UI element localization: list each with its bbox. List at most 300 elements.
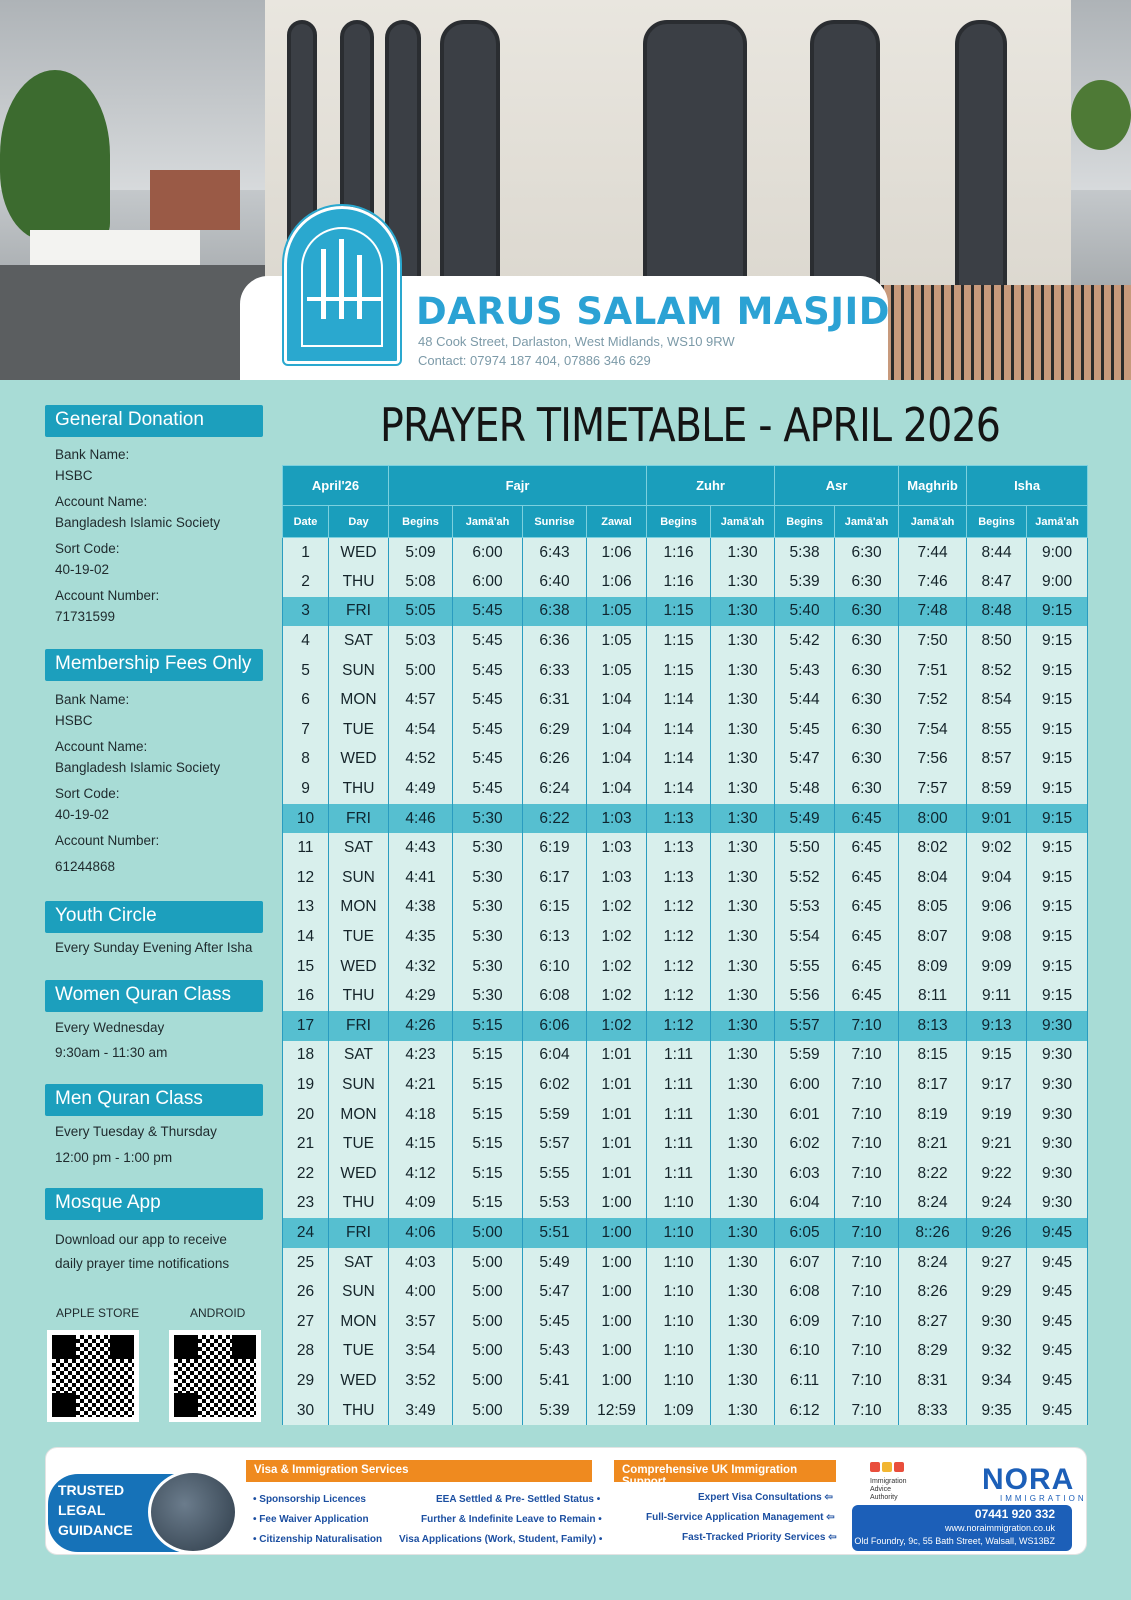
column-header: Begins bbox=[389, 506, 453, 538]
table-cell: 9:15 bbox=[1027, 685, 1088, 715]
table-cell: 1:30 bbox=[711, 745, 775, 775]
table-cell: 6 bbox=[283, 685, 329, 715]
table-cell: 6:30 bbox=[835, 685, 899, 715]
table-cell: 6:11 bbox=[775, 1366, 835, 1396]
table-cell: 5:00 bbox=[453, 1218, 523, 1248]
table-cell: 9:27 bbox=[967, 1248, 1027, 1278]
table-cell: 9:08 bbox=[967, 922, 1027, 952]
table-cell: 9:45 bbox=[1027, 1248, 1088, 1278]
table-row bbox=[283, 715, 1088, 745]
nora-web[interactable]: www.noraimmigration.co.uk bbox=[944, 1523, 1055, 1533]
table-cell: 5:47 bbox=[523, 1277, 587, 1307]
table-cell: 9:00 bbox=[1027, 567, 1088, 597]
table-cell: 9:35 bbox=[967, 1396, 1027, 1426]
table-cell: 9:24 bbox=[967, 1189, 1027, 1219]
table-cell: 5:15 bbox=[453, 1159, 523, 1189]
table-cell: THU bbox=[329, 981, 389, 1011]
table-cell: 1:30 bbox=[711, 1100, 775, 1130]
table-cell: 1:30 bbox=[711, 1189, 775, 1219]
column-header: Jamā'ah bbox=[453, 506, 523, 538]
table-cell: 5:15 bbox=[453, 1011, 523, 1041]
table-cell: 1:10 bbox=[647, 1307, 711, 1337]
donation-acc-label: Account Number: bbox=[55, 588, 160, 603]
table-cell: 4:15 bbox=[389, 1129, 453, 1159]
arch-window bbox=[440, 20, 500, 320]
table-cell: 9:15 bbox=[1027, 952, 1088, 982]
table-cell: 6:00 bbox=[453, 538, 523, 568]
column-header: Day bbox=[329, 506, 389, 538]
table-cell: 1:30 bbox=[711, 626, 775, 656]
table-cell: 4:54 bbox=[389, 715, 453, 745]
table-cell: 1:00 bbox=[587, 1337, 647, 1367]
table-cell: 6:26 bbox=[523, 745, 587, 775]
table-cell: SAT bbox=[329, 833, 389, 863]
table-cell: 1:14 bbox=[647, 715, 711, 745]
table-cell: 5:45 bbox=[523, 1307, 587, 1337]
table-cell: 1:06 bbox=[587, 567, 647, 597]
table-cell: 9:15 bbox=[1027, 893, 1088, 923]
service-item: • Fee Waiver Application bbox=[253, 1514, 369, 1525]
table-cell: 13 bbox=[283, 893, 329, 923]
table-cell: 5:53 bbox=[775, 893, 835, 923]
column-header: Jamā'ah bbox=[711, 506, 775, 538]
table-cell: 6:30 bbox=[835, 745, 899, 775]
table-cell: 1:30 bbox=[711, 1307, 775, 1337]
table-cell: 9:19 bbox=[967, 1100, 1027, 1130]
table-cell: 9:15 bbox=[1027, 715, 1088, 745]
table-cell: 6:15 bbox=[523, 893, 587, 923]
table-cell: 6:36 bbox=[523, 626, 587, 656]
table-cell: 5:30 bbox=[453, 922, 523, 952]
table-row bbox=[283, 1041, 1088, 1071]
table-cell: 5:38 bbox=[775, 538, 835, 568]
column-header: Begins bbox=[775, 506, 835, 538]
table-cell: 1:30 bbox=[711, 1277, 775, 1307]
column-header: Jamā'ah bbox=[899, 506, 967, 538]
women-quran-day: Every Wednesday bbox=[55, 1020, 165, 1035]
table-cell: 5:03 bbox=[389, 626, 453, 656]
membership-bank: HSBC bbox=[55, 713, 93, 728]
table-cell: 11 bbox=[283, 833, 329, 863]
table-cell: 7:10 bbox=[835, 1100, 899, 1130]
table-cell: TUE bbox=[329, 1129, 389, 1159]
table-cell: 1:30 bbox=[711, 1218, 775, 1248]
table-cell: 8:22 bbox=[899, 1159, 967, 1189]
table-cell: 7:51 bbox=[899, 656, 967, 686]
table-cell: 1:13 bbox=[647, 833, 711, 863]
table-cell: 22 bbox=[283, 1159, 329, 1189]
table-cell: 4:21 bbox=[389, 1070, 453, 1100]
table-cell: 6:40 bbox=[523, 567, 587, 597]
table-cell: 5:45 bbox=[453, 685, 523, 715]
table-cell: 1:11 bbox=[647, 1070, 711, 1100]
table-cell: 5:00 bbox=[453, 1366, 523, 1396]
mosque-logo-icon bbox=[284, 206, 400, 364]
apple-store-label: APPLE STORE bbox=[56, 1306, 140, 1320]
table-cell: 6:00 bbox=[453, 567, 523, 597]
table-cell: 8:27 bbox=[899, 1307, 967, 1337]
table-cell: 9:15 bbox=[1027, 863, 1088, 893]
table-row bbox=[283, 1366, 1088, 1396]
table-cell: 6:31 bbox=[523, 685, 587, 715]
table-cell: 6:12 bbox=[775, 1396, 835, 1426]
table-cell: 23 bbox=[283, 1189, 329, 1219]
table-cell: 1:02 bbox=[587, 893, 647, 923]
prayer-timetable bbox=[282, 465, 1088, 1425]
table-cell: 9:22 bbox=[967, 1159, 1027, 1189]
table-cell: 5:51 bbox=[523, 1218, 587, 1248]
table-cell: 9:30 bbox=[967, 1307, 1027, 1337]
table-cell: 6:22 bbox=[523, 804, 587, 834]
service-item: Further & Indefinite Leave to Remain • bbox=[421, 1514, 602, 1525]
table-cell: 9:30 bbox=[1027, 1159, 1088, 1189]
table-cell: TUE bbox=[329, 922, 389, 952]
table-cell: 12 bbox=[283, 863, 329, 893]
table-row bbox=[283, 685, 1088, 715]
white-wall bbox=[30, 230, 200, 270]
service-item: EEA Settled & Pre- Settled Status • bbox=[436, 1494, 601, 1505]
table-cell: 1:10 bbox=[647, 1366, 711, 1396]
fajr-header: Fajr bbox=[389, 466, 647, 506]
table-cell: 4:12 bbox=[389, 1159, 453, 1189]
table-cell: 5:49 bbox=[775, 804, 835, 834]
table-cell: 6:45 bbox=[835, 804, 899, 834]
table-cell: 1:30 bbox=[711, 804, 775, 834]
table-row bbox=[283, 597, 1088, 627]
table-row bbox=[283, 1159, 1088, 1189]
table-cell: 8:55 bbox=[967, 715, 1027, 745]
table-cell: 6:05 bbox=[775, 1218, 835, 1248]
table-cell: 7:50 bbox=[899, 626, 967, 656]
table-cell: 1:16 bbox=[647, 567, 711, 597]
table-cell: 5:53 bbox=[523, 1189, 587, 1219]
table-cell: 6:17 bbox=[523, 863, 587, 893]
table-cell: 1:01 bbox=[587, 1129, 647, 1159]
legal-photo bbox=[148, 1470, 238, 1554]
table-cell: 5:00 bbox=[453, 1277, 523, 1307]
table-cell: 7:10 bbox=[835, 1248, 899, 1278]
table-cell: 7:57 bbox=[899, 774, 967, 804]
table-cell: SUN bbox=[329, 1277, 389, 1307]
donation-account-name-label: Account Name: bbox=[55, 494, 148, 509]
table-cell: 7:48 bbox=[899, 597, 967, 627]
table-cell: 7:46 bbox=[899, 567, 967, 597]
table-cell: 5:30 bbox=[453, 981, 523, 1011]
table-cell: MON bbox=[329, 893, 389, 923]
table-cell: 8:44 bbox=[967, 538, 1027, 568]
table-cell: 6:02 bbox=[775, 1129, 835, 1159]
table-cell: 7:10 bbox=[835, 1159, 899, 1189]
column-header: Begins bbox=[967, 506, 1027, 538]
timetable-title: PRAYER TIMETABLE - APRIL 2026 bbox=[380, 398, 1001, 452]
android-qr-code[interactable] bbox=[169, 1330, 261, 1422]
table-cell: 9:06 bbox=[967, 893, 1027, 923]
table-cell: 5:55 bbox=[523, 1159, 587, 1189]
table-cell: 4:26 bbox=[389, 1011, 453, 1041]
table-cell: 9:45 bbox=[1027, 1337, 1088, 1367]
table-cell: 8:31 bbox=[899, 1366, 967, 1396]
table-row bbox=[283, 626, 1088, 656]
fence bbox=[881, 285, 1131, 380]
table-cell: 1:04 bbox=[587, 774, 647, 804]
mosque-app-heading: Mosque App bbox=[45, 1188, 263, 1220]
table-cell: WED bbox=[329, 1159, 389, 1189]
table-cell: 2 bbox=[283, 567, 329, 597]
table-cell: SUN bbox=[329, 863, 389, 893]
apple-store-qr-code[interactable] bbox=[47, 1330, 139, 1422]
table-cell: 10 bbox=[283, 804, 329, 834]
mosque-address: 48 Cook Street, Darlaston, West Midlands, WS10 9RW bbox=[418, 334, 735, 349]
table-row bbox=[283, 981, 1088, 1011]
table-cell: 8:54 bbox=[967, 685, 1027, 715]
table-cell: 6:30 bbox=[835, 567, 899, 597]
table-cell: 5:59 bbox=[775, 1041, 835, 1071]
service-item: Full-Service Application Management ⇦ bbox=[646, 1512, 835, 1523]
table-cell: 5:48 bbox=[775, 774, 835, 804]
table-cell: 9:01 bbox=[967, 804, 1027, 834]
table-cell: 1:03 bbox=[587, 863, 647, 893]
table-cell: MON bbox=[329, 1100, 389, 1130]
table-cell: 1:00 bbox=[587, 1218, 647, 1248]
table-cell: 5:09 bbox=[389, 538, 453, 568]
table-cell: 6:30 bbox=[835, 656, 899, 686]
column-header: Sunrise bbox=[523, 506, 587, 538]
table-cell: 5:15 bbox=[453, 1129, 523, 1159]
table-row bbox=[283, 952, 1088, 982]
zuhr-header: Zuhr bbox=[647, 466, 775, 506]
table-row bbox=[283, 1129, 1088, 1159]
table-cell: 5:45 bbox=[775, 715, 835, 745]
table-cell: 9:04 bbox=[967, 863, 1027, 893]
column-header: Date bbox=[283, 506, 329, 538]
table-cell: 6:45 bbox=[835, 833, 899, 863]
table-row bbox=[283, 656, 1088, 686]
table-cell: 4:38 bbox=[389, 893, 453, 923]
table-cell: 4:06 bbox=[389, 1218, 453, 1248]
mosque-app-line2: daily prayer time notifications bbox=[55, 1256, 230, 1271]
table-cell: THU bbox=[329, 567, 389, 597]
table-cell: 1:30 bbox=[711, 597, 775, 627]
table-cell: 8:19 bbox=[899, 1100, 967, 1130]
month-header: April'26 bbox=[283, 466, 389, 506]
table-cell: FRI bbox=[329, 1011, 389, 1041]
table-cell: 1:16 bbox=[647, 538, 711, 568]
table-cell: SAT bbox=[329, 1248, 389, 1278]
table-cell: 1:12 bbox=[647, 893, 711, 923]
table-cell: 1:30 bbox=[711, 922, 775, 952]
table-row bbox=[283, 833, 1088, 863]
table-cell: 1:30 bbox=[711, 1248, 775, 1278]
table-cell: 4:57 bbox=[389, 685, 453, 715]
nora-phone[interactable]: 07441 920 332 bbox=[974, 1507, 1055, 1521]
table-cell: 8:15 bbox=[899, 1041, 967, 1071]
table-cell: 8:09 bbox=[899, 952, 967, 982]
table-cell: 1:03 bbox=[587, 833, 647, 863]
table-cell: 9:15 bbox=[1027, 626, 1088, 656]
table-cell: 5:59 bbox=[523, 1100, 587, 1130]
table-cell: 19 bbox=[283, 1070, 329, 1100]
table-cell: 5:44 bbox=[775, 685, 835, 715]
table-cell: 8:59 bbox=[967, 774, 1027, 804]
table-cell: 9:30 bbox=[1027, 1129, 1088, 1159]
donation-bank-label: Bank Name: bbox=[55, 447, 130, 462]
table-cell: 12:59 bbox=[587, 1396, 647, 1426]
table-cell: 5:05 bbox=[389, 597, 453, 627]
table-cell: 1:04 bbox=[587, 685, 647, 715]
table-cell: MON bbox=[329, 685, 389, 715]
table-cell: 9:17 bbox=[967, 1070, 1027, 1100]
table-cell: 7:10 bbox=[835, 1189, 899, 1219]
isha-header: Isha bbox=[967, 466, 1088, 506]
table-cell: 4:52 bbox=[389, 745, 453, 775]
table-cell: 9:32 bbox=[967, 1337, 1027, 1367]
table-cell: 7:10 bbox=[835, 1129, 899, 1159]
table-cell: 5:45 bbox=[453, 745, 523, 775]
table-cell: 1:01 bbox=[587, 1100, 647, 1130]
table-cell: 9:15 bbox=[967, 1041, 1027, 1071]
table-cell: 6:43 bbox=[523, 538, 587, 568]
table-cell: 1:02 bbox=[587, 952, 647, 982]
table-cell: 5:47 bbox=[775, 745, 835, 775]
table-cell: 1:01 bbox=[587, 1070, 647, 1100]
table-row bbox=[283, 774, 1088, 804]
table-cell: 7:10 bbox=[835, 1366, 899, 1396]
table-cell: 8:00 bbox=[899, 804, 967, 834]
table-cell: 1:14 bbox=[647, 745, 711, 775]
table-cell: 4:09 bbox=[389, 1189, 453, 1219]
table-cell: SUN bbox=[329, 1070, 389, 1100]
table-row bbox=[283, 538, 1088, 568]
trusted-line: LEGAL bbox=[58, 1502, 106, 1518]
table-cell: 6:30 bbox=[835, 626, 899, 656]
table-cell: 1:04 bbox=[587, 745, 647, 775]
table-cell: 6:29 bbox=[523, 715, 587, 745]
table-cell: 3:49 bbox=[389, 1396, 453, 1426]
table-cell: 7:10 bbox=[835, 1070, 899, 1100]
table-cell: 7:52 bbox=[899, 685, 967, 715]
table-cell: 1:30 bbox=[711, 1337, 775, 1367]
nora-brand: NORA bbox=[982, 1463, 1075, 1496]
women-quran-time: 9:30am - 11:30 am bbox=[55, 1045, 168, 1060]
table-cell: 1:30 bbox=[711, 981, 775, 1011]
table-cell: 9:45 bbox=[1027, 1277, 1088, 1307]
mosque-contact: Contact: 07974 187 404, 07886 346 629 bbox=[418, 353, 651, 368]
table-cell: 1:30 bbox=[711, 715, 775, 745]
table-cell: 1:30 bbox=[711, 833, 775, 863]
table-cell: 1:11 bbox=[647, 1159, 711, 1189]
table-cell: 18 bbox=[283, 1041, 329, 1071]
table-cell: 6:09 bbox=[775, 1307, 835, 1337]
table-cell: 9:34 bbox=[967, 1366, 1027, 1396]
men-quran-day: Every Tuesday & Thursday bbox=[55, 1124, 217, 1139]
arch-window bbox=[955, 20, 1007, 320]
table-cell: 8:13 bbox=[899, 1011, 967, 1041]
table-cell: 1:30 bbox=[711, 893, 775, 923]
table-cell: 7 bbox=[283, 715, 329, 745]
table-cell: 5:49 bbox=[523, 1248, 587, 1278]
immigration-support-heading: Comprehensive UK Immigration Support bbox=[614, 1460, 836, 1482]
table-cell: 1:30 bbox=[711, 1011, 775, 1041]
table-cell: 8:52 bbox=[967, 656, 1027, 686]
table-cell: 1:30 bbox=[711, 1396, 775, 1426]
service-item: Expert Visa Consultations ⇦ bbox=[698, 1492, 833, 1503]
table-cell: 4:35 bbox=[389, 922, 453, 952]
table-cell: 9:30 bbox=[1027, 1070, 1088, 1100]
table-cell: 5:41 bbox=[523, 1366, 587, 1396]
table-cell: 3:57 bbox=[389, 1307, 453, 1337]
service-item: Visa Applications (Work, Student, Family) • bbox=[399, 1534, 603, 1545]
table-cell: 4 bbox=[283, 626, 329, 656]
table-cell: 9:15 bbox=[1027, 981, 1088, 1011]
table-cell: 21 bbox=[283, 1129, 329, 1159]
mosque-name: DARUS SALAM MASJID bbox=[416, 290, 890, 333]
table-cell: 8:02 bbox=[899, 833, 967, 863]
table-cell: 7:10 bbox=[835, 1011, 899, 1041]
table-cell: 6:04 bbox=[523, 1041, 587, 1071]
table-cell: 1:15 bbox=[647, 626, 711, 656]
arch-window bbox=[810, 20, 880, 320]
table-cell: 6:30 bbox=[835, 538, 899, 568]
table-row bbox=[283, 567, 1088, 597]
table-cell: 1:12 bbox=[647, 1011, 711, 1041]
table-row bbox=[283, 804, 1088, 834]
table-cell: 5:45 bbox=[453, 715, 523, 745]
table-cell: 1:30 bbox=[711, 538, 775, 568]
tree bbox=[1071, 80, 1131, 150]
table-cell: 1:15 bbox=[647, 597, 711, 627]
table-row bbox=[283, 1070, 1088, 1100]
table-cell: 6:08 bbox=[523, 981, 587, 1011]
table-cell: 5:30 bbox=[453, 952, 523, 982]
table-cell: 6:45 bbox=[835, 952, 899, 982]
table-cell: 6:45 bbox=[835, 981, 899, 1011]
table-cell: 5:30 bbox=[453, 833, 523, 863]
table-cell: 6:30 bbox=[835, 715, 899, 745]
tree bbox=[0, 70, 110, 240]
table-cell: MON bbox=[329, 1307, 389, 1337]
table-cell: 8:48 bbox=[967, 597, 1027, 627]
table-cell: 5:00 bbox=[453, 1248, 523, 1278]
table-cell: 1:30 bbox=[711, 1129, 775, 1159]
table-cell: 1 bbox=[283, 538, 329, 568]
membership-heading: Membership Fees Only bbox=[45, 649, 263, 681]
table-cell: THU bbox=[329, 1189, 389, 1219]
table-cell: 5:15 bbox=[453, 1100, 523, 1130]
table-cell: 1:11 bbox=[647, 1041, 711, 1071]
table-cell: 1:13 bbox=[647, 863, 711, 893]
table-cell: 1:05 bbox=[587, 597, 647, 627]
service-item: Fast-Tracked Priority Services ⇦ bbox=[682, 1532, 837, 1543]
table-cell: 8:04 bbox=[899, 863, 967, 893]
table-cell: 7:56 bbox=[899, 745, 967, 775]
table-cell: 5:43 bbox=[523, 1337, 587, 1367]
table-cell: 1:14 bbox=[647, 685, 711, 715]
table-cell: 5:00 bbox=[453, 1396, 523, 1426]
table-cell: 6:24 bbox=[523, 774, 587, 804]
table-cell: 4:29 bbox=[389, 981, 453, 1011]
table-cell: 4:49 bbox=[389, 774, 453, 804]
table-cell: 9:30 bbox=[1027, 1041, 1088, 1071]
brick-house bbox=[150, 170, 240, 230]
column-header: Zawal bbox=[587, 506, 647, 538]
table-cell: 9:45 bbox=[1027, 1218, 1088, 1248]
table-cell: 9:21 bbox=[967, 1129, 1027, 1159]
visa-services-heading: Visa & Immigration Services bbox=[246, 1460, 592, 1482]
timetable-body bbox=[283, 538, 1088, 1426]
table-cell: 3 bbox=[283, 597, 329, 627]
table-cell: 6:30 bbox=[835, 597, 899, 627]
table-cell: SAT bbox=[329, 1041, 389, 1071]
